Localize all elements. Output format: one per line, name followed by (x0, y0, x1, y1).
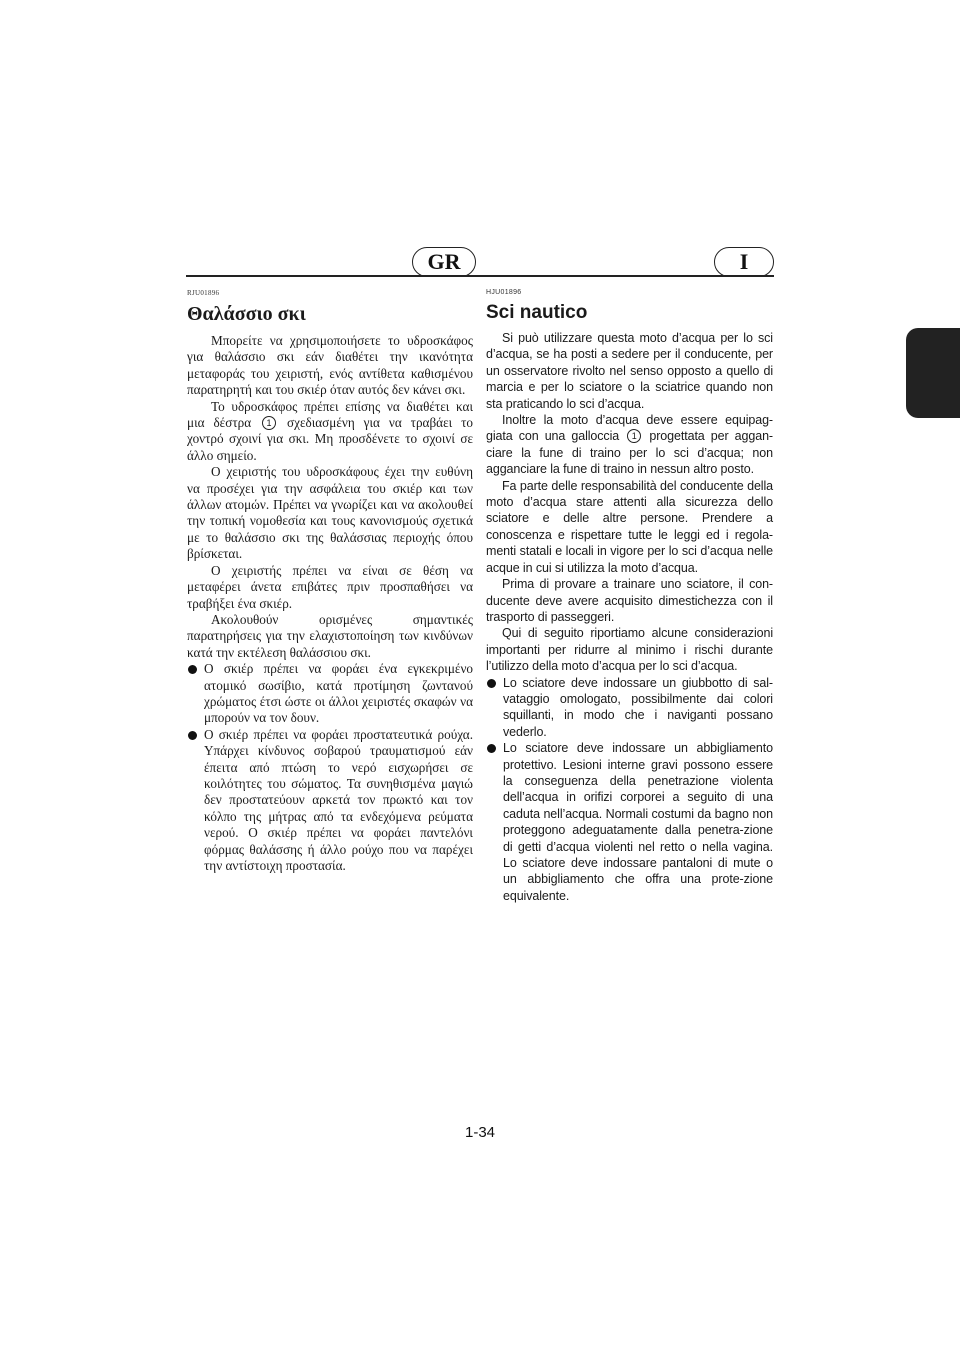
section-title: Sci nautico (486, 302, 588, 323)
language-badge-gr: GR (412, 247, 476, 277)
section-title: Θαλάσσιο σκι (187, 303, 306, 325)
paragraph: Qui di seguito riportiamo alcune considerazioni importanti per ridurre al minimo i rischi durante l’utilizzo della moto d’acqua per lo sci d’acqua. (486, 626, 773, 674)
page-number: 1-34 (464, 1124, 496, 1141)
bullet-list (187, 661, 473, 874)
paragraph: Inoltre la moto d’acqua deve essere equipag-giata con una galloccia 1 progettata per aggan-ciare la fune di traino per lo sci d’acqua; non agganciare la fune di traino in nessun altro posto. (486, 413, 773, 477)
list-item: Lo sciatore deve indossare un giubbotto di sal-vataggio omologato, possibilmente dai colori squillanti, in modo che i naviganti possano vederlo. (486, 675, 773, 741)
paragraph: Prima di provare a trainare uno sciatore, il con-ducente deve avere acquisito dimestichezza con il trasporto di passeggeri. (486, 577, 773, 624)
bullet-icon (487, 679, 496, 688)
list-item: Ο σκιέρ πρέπει να φοράει προστατευτικά ρούχα. Υπάρχει κίνδυνος σοβαρού τραυματισμού εάν έπειτα από πτώση το νερό εισχωρήσει σε κοιλότητες του σώματος. Τα συνηθισμένα μαγιώ δεν προστατεύουν αρκετά τον πρωκτό και τον κόλπο της μήτρας από τα ενδεχόμενα ρεύματα νερού. Ο σκιέρ πρέπει να φοράει παντελόνι φόρμας θαλάσσης ή άλλο ρούχο που να παρέχει την αντίστοιχη προστασία. (187, 727, 473, 875)
paragraph: Ακολουθούν ορισμένες σημαντικές παρατηρήσεις για την ελαχιστοποίηση των κινδύνων κατά την εκτέλεση θαλάσσιου σκι. (187, 611, 473, 660)
section-tab (906, 328, 960, 418)
header-rule (186, 275, 774, 277)
paragraph: Fa parte delle responsabilità del conducente della moto d’acqua stare attenti alla sicurezza dello sciatore e delle altre persone. Prendere a conoscenza e rispettare tutte le leggi ed i regola-menti statali e locali in vigore per lo sci d’acqua nelle acque in cui si utilizza la moto d’acqua. (486, 478, 773, 575)
paragraph: Το υδροσκάφος πρέπει επίσης να διαθέτει και μια δέστρα 1 σχεδιασμένη για να τραβάει το χοντρό σχοινί για σκι. Μη προσδένετε το σχοινί σε άλλο σημείο. (187, 398, 473, 463)
section-code: RJU01896 (187, 289, 220, 297)
paragraph: Ο χειριστής πρέπει να είναι σε θέση να μεταφέρει άνετα επιβάτες πριν προσπαθήσει να τραβήξει ένα σκιέρ. (187, 562, 473, 611)
greek-column (187, 286, 473, 874)
list-item: Ο σκιέρ πρέπει να φοράει ένα εγκεκριμένο ατομικό σωσίβιο, κατά προτίμηση ζωντανού χρώματος έτσι ώστε οι άλλοι χειριστές σκαφών να μπορούν να τον δουν. (187, 661, 473, 727)
paragraph: Ο χειριστής του υδροσκάφους έχει την ευθύνη να προσέχει για την ασφάλεια του σκιέρ και των άλλων ατομών. Πρέπει να γνωρίζει και να ακολουθεί την τοπική νομοθεσία και τους κανονισμούς σχετικά με το θαλάσσιο σκι της θαλάσσιας περιοχής όπου βρίσκεται. (187, 464, 473, 562)
bullet-icon (487, 744, 496, 753)
language-badge-i: I (714, 247, 774, 277)
bullet-list (486, 675, 773, 905)
italian-column (486, 286, 773, 904)
callout-number: 1 (262, 416, 276, 430)
bullet-icon (188, 731, 197, 740)
paragraph: Si può utilizzare questa moto d’acqua per lo sci d’acqua, se ha posti a sedere per il conducente, per un osservatore rivolto nel senso opposto a quello di marcia e per lo sciatore o la sciatrice quando non sta praticando lo sci d’acqua. (486, 331, 773, 411)
bullet-icon (188, 665, 197, 674)
callout-number: 1 (627, 429, 641, 443)
section-code: HJU01896 (486, 289, 522, 296)
list-item: Lo sciatore deve indossare un abbigliamento protettivo. Lesioni interne gravi possono essere la conseguenza della penetrazione violenta dell’acqua in orifizi corporei a seguito di una caduta nell’acqua. Normali costumi da bagno non proteggono adeguatamente dalla penetra-zione di getti d’acqua violenti nel retto o nella vagina. Lo sciatore deve indossare pantaloni di mute o un abbigliamento che offra una prote-zione equivalente. (486, 740, 773, 904)
paragraph: Μπορείτε να χρησιμοποιήσετε το υδροσκάφος για θαλάσσιο σκι εάν διαθέτει την ικανότητα μεταφοράς του χειριστή, ενός αντίθετα καθισμένου παρατηρητή και του σκιέρ όταν αυτός δεν κάνει σκι. (187, 333, 473, 398)
